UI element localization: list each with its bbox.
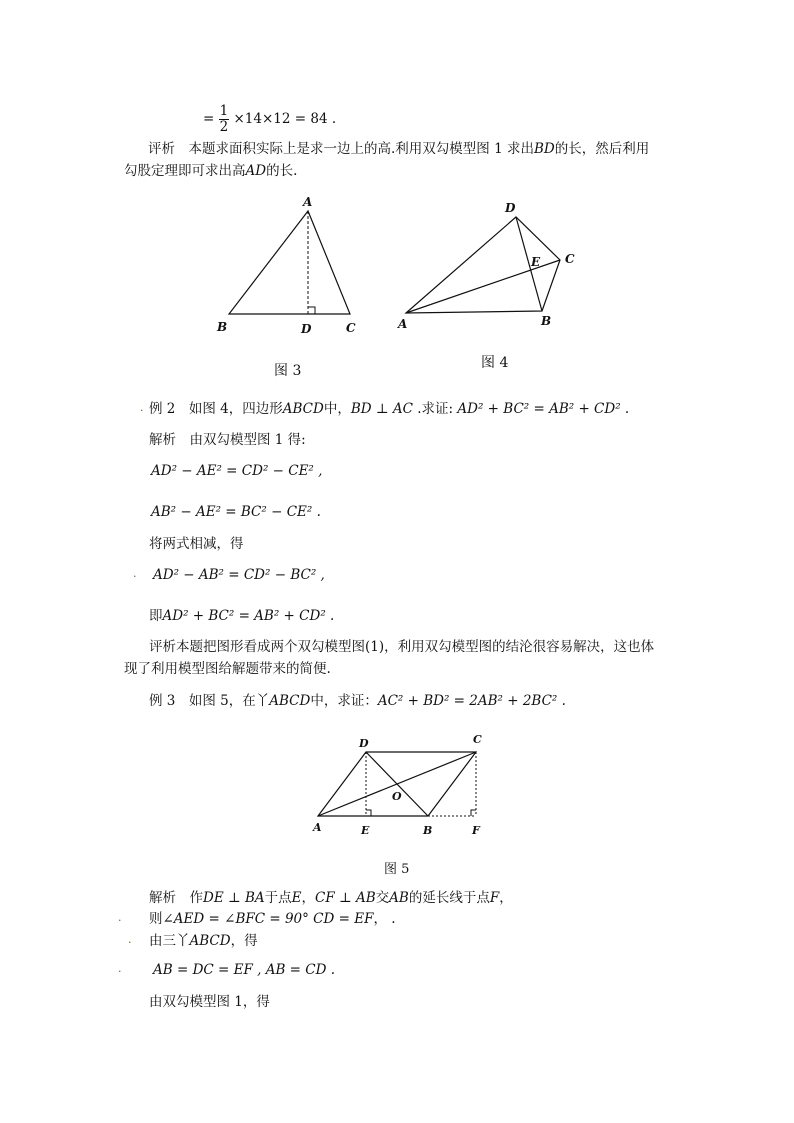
figure4-point-d: D bbox=[505, 201, 516, 215]
figure3-point-c: C bbox=[346, 321, 356, 335]
solution2-eq3: AD² − AB² = CD² − BC² , bbox=[153, 567, 325, 583]
figure5-point-d: D bbox=[359, 737, 369, 750]
conclusion-math: AD² + BC² = AB² + CD² . bbox=[162, 608, 335, 624]
s3-l3-a: 由三 bbox=[149, 933, 176, 949]
example3-mid: 中，求证： bbox=[310, 693, 378, 709]
figure5-point-e: E bbox=[361, 824, 370, 837]
example2-goal: AD² + BC² = AB² + CD² . bbox=[457, 401, 630, 417]
comment1-text-d: 的长. bbox=[266, 163, 298, 179]
comment2-line1: 评析本题把图形看成两个双勾模型图(1)，利用双勾模型图的结沦很容易解决，这也体 bbox=[149, 639, 655, 655]
figure5-label: 图 5 bbox=[384, 862, 410, 877]
figure4-point-e: E bbox=[531, 255, 541, 269]
figure5-point-a: A bbox=[313, 821, 322, 834]
figure5-point-o: O bbox=[392, 790, 402, 803]
solution3-line4: AB = DC = EF , AB = CD . bbox=[153, 962, 336, 978]
parallelogram-symbol: 丫 bbox=[255, 693, 270, 709]
figure3-label: 图 3 bbox=[274, 363, 302, 379]
comment2-line2: 现了利用模型图给解题带来的简便. bbox=[124, 661, 331, 677]
s3-text-b: 于点 bbox=[264, 890, 292, 906]
example2-head: 例 2 如图 4，四边形 bbox=[149, 401, 283, 417]
s3-text-d: 交 bbox=[375, 890, 390, 906]
figure5-point-c: C bbox=[473, 733, 482, 746]
s3-l3-b: ，得 bbox=[230, 933, 258, 949]
solution3-line1 bbox=[149, 889, 513, 907]
comment1-var-bd: BD bbox=[533, 141, 555, 157]
figure5-right-angle-f bbox=[471, 810, 476, 816]
s3-comma: ， bbox=[301, 890, 315, 906]
solution2-bullet: . bbox=[133, 567, 137, 580]
figure4-point-a: A bbox=[398, 317, 408, 331]
fraction-numerator: 1 bbox=[219, 103, 229, 119]
example3-head: 例 3 如图 5，在 bbox=[149, 693, 256, 709]
s3-l2-end: ， . bbox=[373, 911, 396, 927]
s3-ab: AB bbox=[389, 890, 409, 906]
example2-prove: .求证: bbox=[412, 401, 458, 417]
solution3-line2 bbox=[149, 910, 396, 928]
solution3-bullet2: . bbox=[118, 911, 122, 924]
figure5-point-b: B bbox=[423, 824, 433, 837]
s3-cf-perp: CF ⊥ AB bbox=[315, 890, 376, 906]
s3-l2-prefix: 则 bbox=[149, 911, 163, 927]
solution3-line3 bbox=[149, 932, 258, 950]
comment1-text-b: 的长，然后利用 bbox=[554, 141, 650, 157]
example2-quad: ABCD bbox=[282, 401, 324, 417]
s3-point-f: F bbox=[489, 890, 500, 906]
example3-quad: ABCD bbox=[269, 693, 311, 709]
solution2-eq2: AB² − AE² = BC² − CE² . bbox=[151, 504, 321, 520]
comment1-text-a: 评析 本题求面积实际上是求一边上的高.利用双勾模型图 1 求出 bbox=[148, 141, 534, 157]
s3-l3-symbol: 丫 bbox=[176, 933, 190, 949]
example3-goal: AC² + BD² = 2AB² + 2BC² . bbox=[377, 693, 566, 709]
figure4-point-c: C bbox=[565, 252, 575, 266]
s3-l3-quad: ABCD bbox=[189, 933, 231, 949]
s3-text-a: 解析 作 bbox=[149, 890, 203, 906]
comment1-var-ad: AD bbox=[245, 163, 267, 179]
solution3-line5: 由双勾模型图 1，得 bbox=[149, 994, 270, 1010]
figure5-right-angle-e bbox=[366, 810, 371, 816]
solution2-intro: 解析 由双勾模型图 1 得: bbox=[149, 432, 306, 448]
example2-mid: 中， bbox=[323, 401, 351, 417]
s3-de-perp: DE ⊥ BA bbox=[203, 890, 265, 906]
figure5-point-f: F bbox=[472, 824, 480, 837]
figure3-point-a: A bbox=[303, 195, 313, 209]
solution3-bullet3: . bbox=[128, 933, 132, 946]
equals-sign: = bbox=[203, 111, 215, 127]
conclusion-prefix: 即 bbox=[149, 608, 163, 624]
figure4-label: 图 4 bbox=[481, 355, 509, 371]
solution2-subtract: 将两式相减，得 bbox=[149, 536, 244, 552]
solution3-bullet4: . bbox=[118, 962, 122, 975]
solution2-eq1: AD² − AE² = CD² − CE² , bbox=[151, 463, 323, 479]
example2-condition: BD ⊥ AC bbox=[350, 401, 413, 417]
figure4-point-b: B bbox=[541, 314, 552, 328]
example2-bullet: . bbox=[140, 401, 144, 414]
figure5-diagonal-bd bbox=[366, 752, 428, 816]
figure3-point-b: B bbox=[217, 320, 228, 334]
s3-end: ， bbox=[499, 890, 513, 906]
figure3-point-d: D bbox=[301, 322, 312, 336]
s3-point-e: E bbox=[291, 890, 302, 906]
s3-text-e: 的延长线于点 bbox=[408, 890, 490, 906]
formula-rest: ×14×12 = 84 . bbox=[233, 111, 337, 127]
comment1-text-c: 勾股定理即可求出高 bbox=[124, 163, 246, 179]
s3-l2-math: ∠AED = ∠BFC = 90° CD = EF bbox=[162, 911, 374, 927]
fraction-denominator: 2 bbox=[219, 119, 229, 135]
